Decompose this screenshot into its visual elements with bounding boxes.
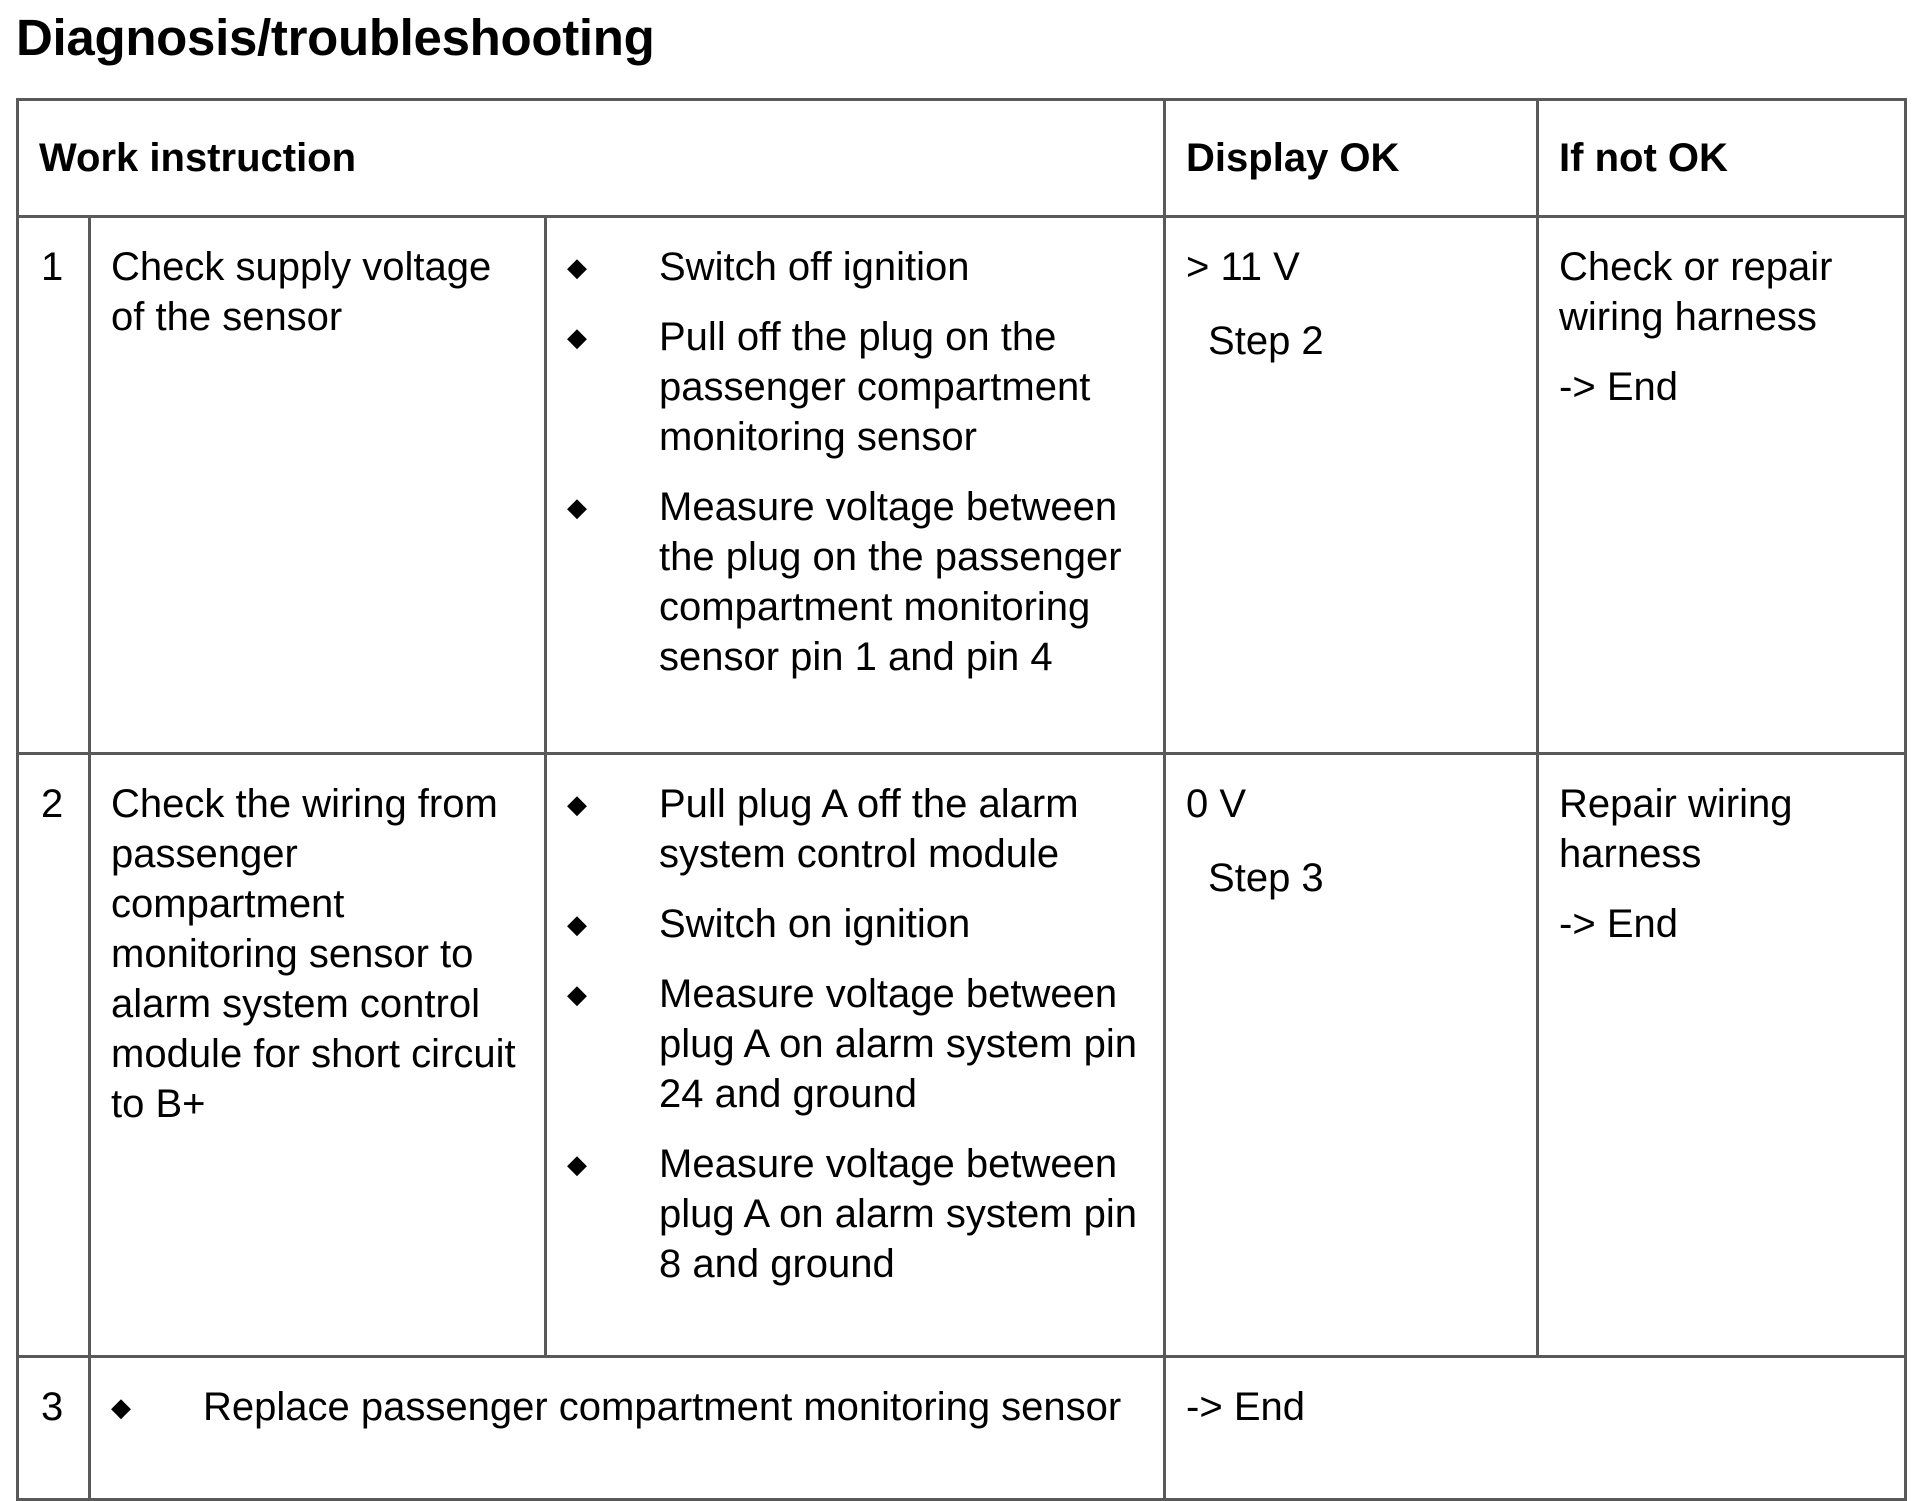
diamond-bullet-icon: ◆ (567, 322, 587, 352)
not-ok-action: Check or repair wiring harness (1559, 245, 1833, 339)
table-row (18, 217, 1906, 754)
page-title: Diagnosis/troubleshooting (16, 9, 655, 66)
table-header-row (18, 100, 1906, 217)
not-ok-action: Repair wiring harness (1559, 782, 1793, 876)
diamond-bullet-icon: ◆ (567, 979, 587, 1009)
instruction-text: Measure voltage between the plug on the passenger compartment monitoring sensor pin 1 and pin 4 (659, 485, 1122, 679)
diamond-bullet-icon: ◆ (567, 492, 587, 522)
instruction-text: Pull plug A off the alarm system control module (659, 782, 1079, 876)
list-item (567, 242, 1151, 292)
table-row (18, 754, 1906, 1357)
instruction-text: Pull off the plug on the passenger compartment monitoring sensor (659, 315, 1091, 459)
table-row (18, 1357, 1906, 1500)
header-if-not-ok: If not OK (1538, 100, 1906, 217)
if-not-ok-cell (1538, 754, 1906, 1357)
diamond-bullet-icon: ◆ (567, 909, 587, 939)
list-item (567, 779, 1151, 879)
step-instructions (546, 754, 1165, 1357)
not-ok-next: -> End (1559, 365, 1678, 409)
diamond-bullet-icon: ◆ (111, 1392, 131, 1422)
header-display-ok: Display OK (1165, 100, 1538, 217)
step-description: Check the wiring from passenger compartment monitoring sensor to alarm system control module for short circuit to B+ (90, 754, 546, 1357)
result-cell: -> End (1165, 1357, 1906, 1500)
list-item (91, 1358, 1163, 1432)
ok-next-step: Step 2 (1208, 319, 1324, 363)
diamond-bullet-icon: ◆ (567, 252, 587, 282)
list-item (567, 312, 1151, 462)
troubleshooting-table (16, 98, 1907, 1501)
list-item (567, 1139, 1151, 1289)
list-item (567, 482, 1151, 682)
display-ok-value: 0 V (1186, 782, 1247, 826)
instruction-text: Measure voltage between plug A on alarm system pin 24 and ground (659, 972, 1138, 1116)
instruction-text: Switch on ignition (659, 902, 971, 946)
ok-next-step: Step 3 (1208, 856, 1324, 900)
instruction-text: Replace passenger compartment monitoring sensor (203, 1385, 1122, 1429)
step-instructions (90, 1357, 1165, 1500)
diamond-bullet-icon: ◆ (567, 1149, 587, 1179)
list-item (567, 969, 1151, 1119)
step-number: 3 (18, 1357, 90, 1500)
step-description: Check supply voltage of the sensor (90, 217, 546, 754)
step-number: 2 (18, 754, 90, 1357)
display-ok-value: > 11 V (1186, 245, 1300, 289)
instruction-text: Measure voltage between plug A on alarm system pin 8 and ground (659, 1142, 1138, 1286)
display-ok-cell (1165, 754, 1538, 1357)
instruction-text: Switch off ignition (659, 245, 970, 289)
display-ok-cell (1165, 217, 1538, 754)
header-work-instruction: Work instruction (18, 100, 1165, 217)
not-ok-next: -> End (1559, 902, 1678, 946)
step-instructions (546, 217, 1165, 754)
diamond-bullet-icon: ◆ (567, 789, 587, 819)
step-number: 1 (18, 217, 90, 754)
if-not-ok-cell (1538, 217, 1906, 754)
list-item (567, 899, 1151, 949)
